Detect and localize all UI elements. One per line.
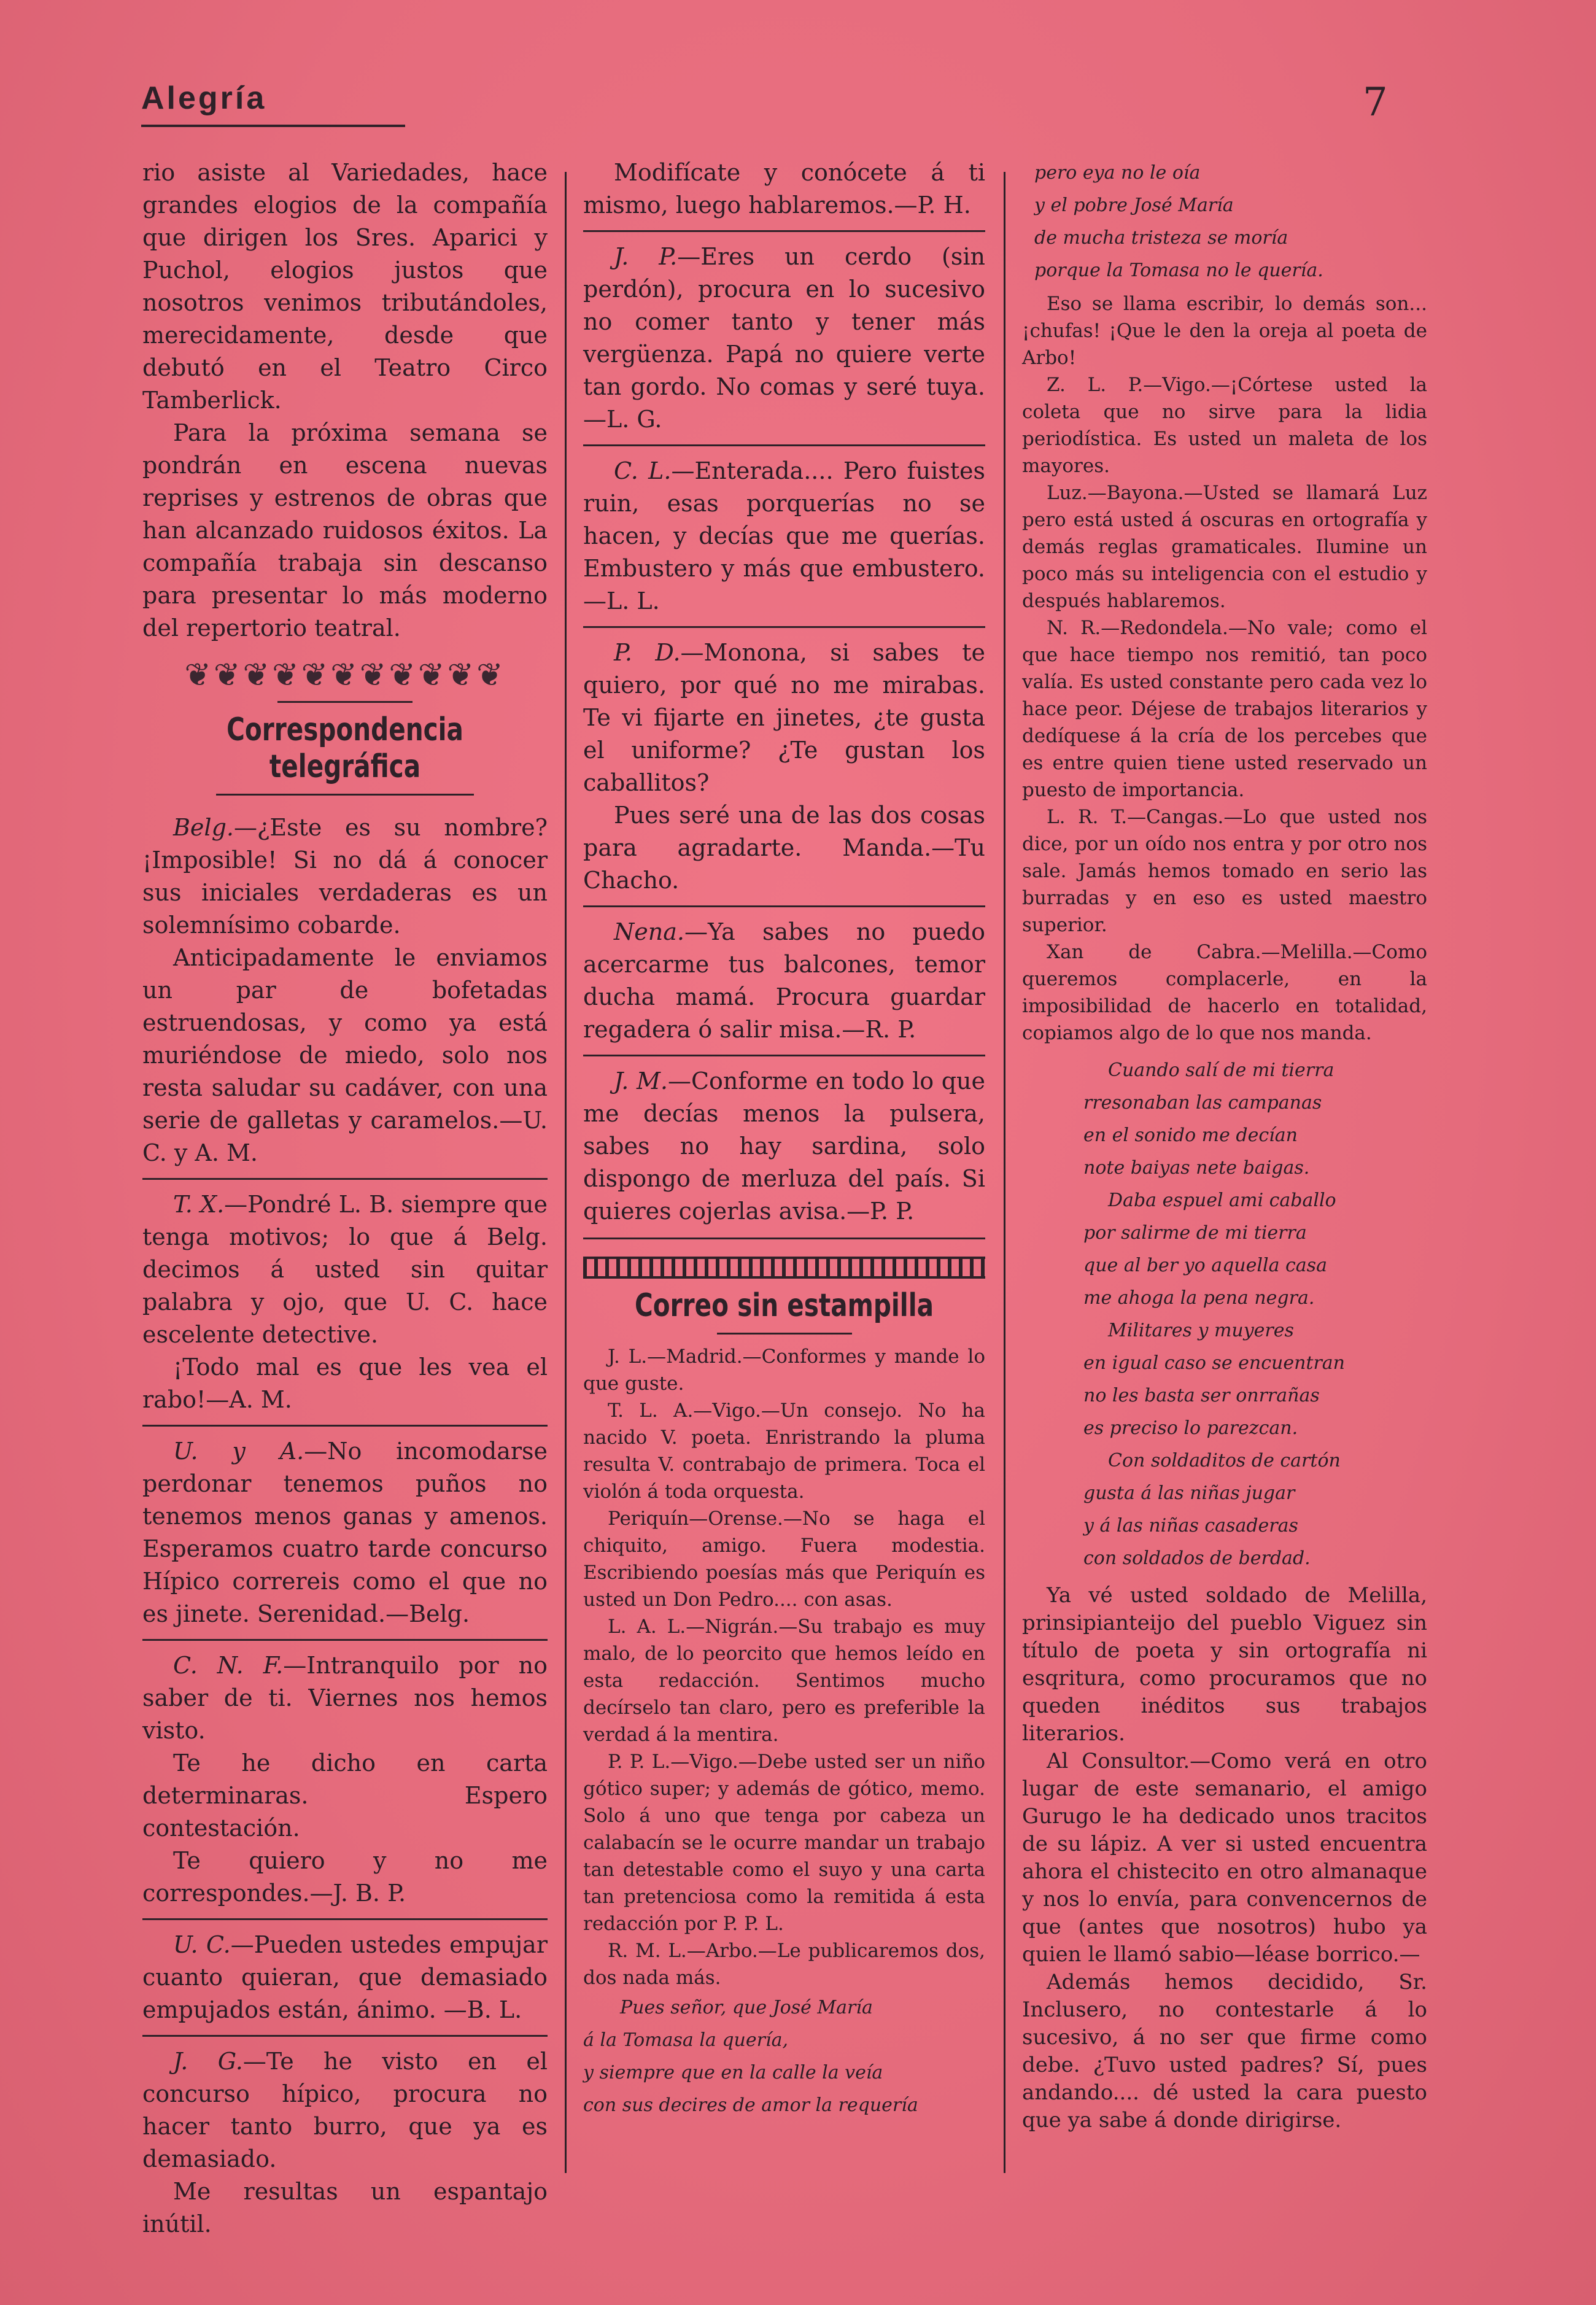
entry: U. C.—Pueden ustedes empujar cuanto quieran, que demasiado empujados están, ánimo. —B. L. <box>142 1931 548 2023</box>
short-rule <box>277 701 413 703</box>
entry-rule <box>583 626 985 628</box>
paragraph: Para la próxima semana se pondrán en escena nuevas reprises y estrenos de obras que han alcanzado ruidosos éxitos. La compañía trabaja sin descanso para presentar lo más moderno del repertorio teatral. <box>142 419 548 641</box>
entry-rule <box>142 1639 548 1641</box>
poem-line: con sus decires de amor la requería <box>583 2094 918 2116</box>
entry: Te he dicho en carta determinaras. Espero contestación. <box>142 1749 548 1842</box>
entry: Belg.—¿Este es su nombre? ¡Imposible! Si no dá á conocer sus iniciales verdaderas es un solemnísimo cobarde. <box>142 814 548 939</box>
poem-line: rresonaban las campanas <box>1083 1092 1322 1114</box>
section-title: Correo sin estampilla <box>635 1287 934 1324</box>
entry: ¡Todo mal es que les vea el rabo!—A. M. <box>142 1354 548 1413</box>
poem-line: pero eya no le oía <box>1034 162 1201 184</box>
correo-entry: Además hemos decidido, Sr. Inclusero, no contestarle á lo sucesivo, á no ser que firme como debe. ¿Tuvo usted padres? Sí, pues andando.... dé usted la cara puesto que ya sabe á donde dirigirse. <box>1022 1970 1427 2133</box>
poem-line: Daba espuel ami caballo <box>1108 1190 1336 1211</box>
correo-entry: L. R. T.—Cangas.—Lo que usted nos dice, por un oído nos entra y por otro nos sale. Jamás hemos tomado en serio las burradas y en eso es usted maestro superior. <box>1022 806 1427 936</box>
correo-entry: Al Consultor.—Como verá en otro lugar de este semanario, el amigo Gurugo le ha dedicado unos tracitos de su lápiz. A ver si usted encuentra ahora el chistecito en otro almanaque y nos lo envía, para convencernos de que (antes que nosotros) hubo ya quien le llamó sabio—léase borrico.— <box>1022 1749 1427 1967</box>
column-2 <box>583 157 985 2121</box>
poem-line: de mucha tristeza se moría <box>1034 227 1288 249</box>
entry-rule <box>583 230 985 232</box>
entry: T. X.—Pondré L. B. siempre que tenga motivos; lo que á Belg. decimos á usted sin quitar palabra y ojo, que U. C. hace escelente detective. <box>142 1191 548 1348</box>
entry-rule <box>142 1425 548 1427</box>
paragraph: rio asiste al Variedades, hace grandes elogios de la compañía que dirigen los Sres. Aparici y Puchol, elogios justos que nosotros venimos tributándoles, merecidamente, desde que debutó en el Teatro Circo Tamberlick. <box>142 159 548 414</box>
page-number: 7 <box>1363 80 1388 125</box>
correo-entry: Xan de Cabra.—Melilla.—Como queremos complacerle, en la imposibilidad de hacerlo en totalidad, copiamos algo de lo que nos manda. <box>1022 941 1427 1044</box>
correo-entry: J. L.—Madrid.—Conformes y mande lo que guste. <box>583 1346 985 1395</box>
poem-line: en el sonido me decían <box>1083 1125 1298 1146</box>
column-divider <box>565 172 567 2173</box>
correo-entry: R. M. L.—Arbo.—Le publicaremos dos, dos nada más. <box>583 1940 985 1989</box>
poem-line: Con soldaditos de cartón <box>1108 1450 1341 1471</box>
entry: Anticipadamente le enviamos un par de bofetadas estruendosas, y como ya está muriéndose de miedo, solo nos resta saludar su cadáver, con una serie de galletas y caramelos.—U. C. y A. M. <box>142 944 548 1166</box>
poem-line: y el pobre José María <box>1034 195 1234 216</box>
entry-rule <box>583 905 985 907</box>
poem-line: por salirme de mi tierra <box>1083 1222 1307 1244</box>
entry: J. G.—Te he visto en el concurso hípico, procura no hacer tanto burro, que ya es demasiado. <box>142 2048 548 2172</box>
entry: Te quiero y no me correspondes.—J. B. P. <box>142 1847 548 1907</box>
poem-line: Militares y muyeres <box>1108 1320 1294 1341</box>
correo-entry: Ya vé usted soldado de Melilla, prinsipianteijo del pueblo Viguez sin título de poeta y sin ortografía ni esqritura, como procuramos que no queden inéditos sus trabajos literarios. <box>1022 1583 1427 1746</box>
correo-entry: Luz.—Bayona.—Usted se llamará Luz pero está usted á oscuras en ortografía y demás reglas gramaticales. Ilumine un poco más su inteligencia con el estudio y después hablaremos. <box>1022 482 1427 612</box>
poem-line: en igual caso se encuentran <box>1083 1352 1345 1374</box>
entry: J. P.—Eres un cerdo (sin perdón), procura en lo sucesivo no comer tanto y tener más vergüenza. Papá no quiere verte tan gordo. No comas y seré tuya.—L. G. <box>583 243 985 433</box>
poem-line: porque la Tomasa no le quería. <box>1034 260 1323 281</box>
poem-line: gusta á las niñas jugar <box>1083 1482 1295 1504</box>
correo-entry: Z. L. P.—Vigo.—¡Córtese usted la coleta que no sirve para la lidia periodística. Es usted un maleta de los mayores. <box>1022 374 1427 477</box>
correo-entry: L. A. L.—Nigrán.—Su trabajo es muy malo, de lo peorcito que hemos leído en esta redacción. Sentimos mucho decírselo tan claro, pero es preferible la verdad á la mentira. <box>583 1616 985 1746</box>
entry: C. N. F.—Intranquilo por no saber de ti. Viernes nos hemos visto. <box>142 1652 548 1744</box>
masthead-rule <box>141 125 405 127</box>
correo-entry: T. L. A.—Vigo.—Un consejo. No ha nacido V. poeta. Enristrando la pluma resulta V. contrabajo de primera. Toca el violón á toda orquesta. <box>583 1400 985 1503</box>
poem-line: Cuando salí de mi tierra <box>1108 1060 1335 1081</box>
ornament-divider: ❦❦❦❦❦❦❦❦❦❦❦ <box>184 658 506 692</box>
poem-line: á la Tomasa la quería, <box>583 2029 788 2051</box>
column-divider <box>1004 172 1005 2173</box>
entry-rule <box>142 1178 548 1180</box>
poem-line: me ahoga la pena negra. <box>1083 1287 1315 1309</box>
poem <box>583 1991 985 2121</box>
entry: Pues seré una de las dos cosas para agradarte. Manda.—Tu Chacho. <box>583 802 985 894</box>
poem-line: note baiyas nete baigas. <box>1083 1157 1310 1179</box>
entry: P. D.—Monona, si sabes te quiero, por qué no me mirabas. Te vi fijarte en jinetes, ¿te gusta el uniforme? ¿Te gustan los caballitos? <box>583 639 985 796</box>
poem-line: y á las niñas casaderas <box>1083 1515 1298 1536</box>
correo-entry: Eso se llama escribir, lo demás son... ¡chufas! ¡Que le den la oreja al poeta de Arbo! <box>1022 293 1427 369</box>
correo-entry: P. P. L.—Vigo.—Debe usted ser un niño gótico super; y además de gótico, memo. Solo á uno que tenga por cabeza un calabacín se le ocurre mandar un trabajo tan detestable como el suyo y una carta tan pretenciosa como la remitida á esta redacción por P. P. L. <box>583 1751 985 1935</box>
entry: Nena.—Ya sabes no puedo acercarme tus balcones, temor ducha mamá. Procura guardar regadera ó salir misa.—R. P. <box>583 918 985 1043</box>
entry-rule <box>583 1055 985 1056</box>
title-underline <box>717 1333 852 1335</box>
poem <box>1022 1054 1427 1575</box>
correo-entry: N. R.—Redondela.—No vale; como el que hace tiempo nos remitió, tan poco valía. Es usted constante pero cada vez lo hace peor. Déjese de trabajos literarios y dedíquese á la cría de los percebes que es entre quien tiene usted reservado un puesto de importancia. <box>1022 617 1427 801</box>
entry: J. M.—Conforme en todo lo que me decías menos la pulsera, sabes no hay sardina, solo dispongo de merluza del país. Si quieres cojerlas avisa.—P. P. <box>583 1067 985 1225</box>
correo-entry: Periquín—Orense.—No se haga el chiquito, amigo. Fuera modestia. Escribiendo poesías más que Periquín es usted un Don Pedro.... con asas. <box>583 1508 985 1611</box>
entry: Modifícate y conócete á ti mismo, luego hablaremos.—P. H. <box>583 159 985 219</box>
entry-rule <box>583 444 985 446</box>
poem-line: no les basta ser onrrañas <box>1083 1385 1320 1406</box>
column-3 <box>1022 157 1427 2134</box>
arrow-rule <box>583 1238 985 1244</box>
title-underline <box>216 794 474 796</box>
poem-line: y siempre que en la calle la veía <box>583 2062 883 2083</box>
entry: U. y A.—No incomodarse perdonar tenemos puños no tenemos menos ganas y amenos. Esperamos cuatro tarde concurso Hípico correreis como el que no es jinete. Serenidad.—Belg. <box>142 1438 548 1627</box>
entry-rule <box>142 2035 548 2037</box>
poem-line: es preciso lo parezcan. <box>1083 1417 1298 1439</box>
poem-line: que al ber yo aquella casa <box>1083 1255 1327 1276</box>
masthead-title: Alegría <box>141 80 267 116</box>
poem-continued <box>1022 157 1427 287</box>
poem-line: con soldados de berdad. <box>1083 1548 1311 1569</box>
greek-key-border <box>583 1257 985 1279</box>
entry: C. L.—Enterada.... Pero fuistes ruin, esas porquerías no se hacen, y decías que me querías. Embustero y más que embustero.—L. L. <box>583 457 985 614</box>
column-1 <box>142 157 548 2241</box>
entry-rule <box>142 1918 548 1920</box>
entry: Me resultas un espantajo inútil. <box>142 2178 548 2237</box>
poem-line: Pues señor, que José María <box>620 1997 873 2018</box>
section-title: Correspondencia telegráfica <box>227 711 463 785</box>
